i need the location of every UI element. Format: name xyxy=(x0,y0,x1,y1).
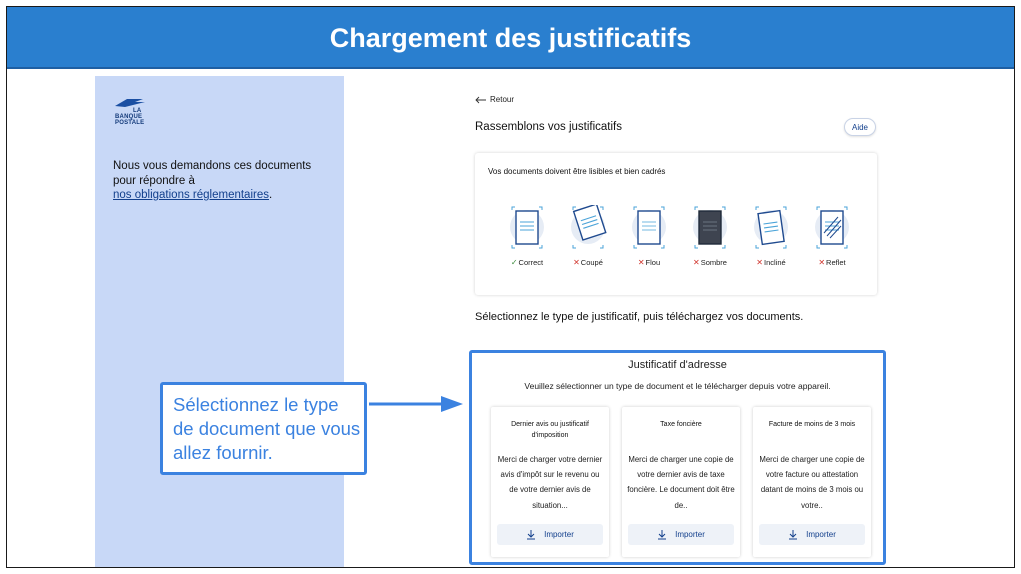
cross-icon: ✕ xyxy=(756,258,763,267)
cross-icon: ✕ xyxy=(637,258,645,267)
quality-label: Incliné xyxy=(764,258,786,267)
document-tilted-icon xyxy=(751,205,791,251)
document-correct-icon xyxy=(507,205,547,251)
download-icon xyxy=(788,529,798,540)
document-type-card-invoice[interactable] xyxy=(753,407,871,557)
import-button[interactable] xyxy=(759,524,865,545)
bank-logo xyxy=(111,98,159,132)
back-link[interactable] xyxy=(475,95,514,104)
quality-example-blurry xyxy=(624,205,674,267)
proof-subtitle: Veuillez sélectionner un type de document et le télécharger depuis votre appareil. xyxy=(524,381,831,391)
help-button[interactable]: Aide xyxy=(844,118,876,136)
intro-sentence: Nous vous demandons ces documents pour répondre à xyxy=(113,160,312,187)
import-label: Importer xyxy=(675,530,705,539)
logo-line-2: BANQUE xyxy=(115,114,143,120)
select-instruction: Sélectionnez le type de justificatif, puis téléchargez vos documents. xyxy=(475,311,804,323)
card-title: Taxe foncière xyxy=(660,421,702,428)
card-description: Merci de charger une copie de votre facture ou attestation datant de moins de 3 mois ou votre.. xyxy=(759,455,865,510)
quality-example-cut xyxy=(563,205,613,267)
import-label: Importer xyxy=(806,530,836,539)
quality-title: Vos documents doivent être lisibles et bien cadrés xyxy=(488,167,666,176)
sidebar xyxy=(95,76,344,568)
quality-example-tilted xyxy=(746,205,796,267)
cross-icon: ✕ xyxy=(573,258,580,267)
quality-label: Correct xyxy=(518,258,544,267)
card-description: Merci de charger une copie de votre dernier avis de taxe foncière. Le document doit être de.. xyxy=(627,455,735,510)
quality-label: Reflet xyxy=(826,258,846,267)
check-icon: ✓ xyxy=(510,258,518,267)
logo-line-3: POSTALE xyxy=(115,120,145,126)
proof-title: Justificatif d'adresse xyxy=(628,359,727,371)
callout-text: Sélectionnez le type de document que vous allez fournir. xyxy=(173,394,361,463)
import-button[interactable] xyxy=(628,524,734,545)
document-cut-icon xyxy=(568,205,608,251)
intro-text xyxy=(113,159,333,203)
cross-icon: ✕ xyxy=(693,258,700,267)
back-label: Retour xyxy=(490,95,515,104)
regulatory-obligations-link[interactable]: nos obligations réglementaires xyxy=(113,189,269,201)
arrow-right-icon xyxy=(367,393,467,415)
document-type-card-tax-notice[interactable] xyxy=(491,407,609,557)
document-dark-icon xyxy=(690,205,730,251)
slide-frame xyxy=(6,6,1015,568)
card-title: Dernier avis ou justificatif d'imposition xyxy=(511,421,589,439)
quality-label: Sombre xyxy=(700,258,727,267)
logo-line-1: LA xyxy=(133,108,142,114)
quality-guidelines-card xyxy=(475,153,877,295)
quality-label: Coupé xyxy=(580,258,603,267)
intro-period: . xyxy=(268,189,273,201)
arrow-left-icon xyxy=(475,96,487,104)
quality-label: Flou xyxy=(645,258,661,267)
document-type-card-property-tax[interactable] xyxy=(622,407,740,557)
cross-icon: ✕ xyxy=(818,258,826,267)
download-icon xyxy=(657,529,667,540)
download-icon xyxy=(526,529,536,540)
document-blurry-icon xyxy=(629,205,669,251)
quality-example-correct xyxy=(502,205,552,267)
card-title: Facture de moins de 3 mois xyxy=(768,421,856,428)
banner-title: Chargement des justificatifs xyxy=(7,7,1014,69)
bird-logo-icon xyxy=(113,98,147,108)
card-description: Merci de charger votre dernier avis d'impôt sur le revenu ou de votre dernier avis de situation... xyxy=(497,455,603,510)
import-label: Importer xyxy=(544,530,574,539)
page-title: Rassemblons vos justificatifs xyxy=(475,121,622,133)
quality-example-dark xyxy=(685,205,735,267)
import-button[interactable] xyxy=(497,524,603,545)
address-proof-panel xyxy=(469,350,886,565)
document-glare-icon xyxy=(812,205,852,251)
quality-example-glare xyxy=(807,205,857,267)
annotation-callout xyxy=(160,382,367,475)
